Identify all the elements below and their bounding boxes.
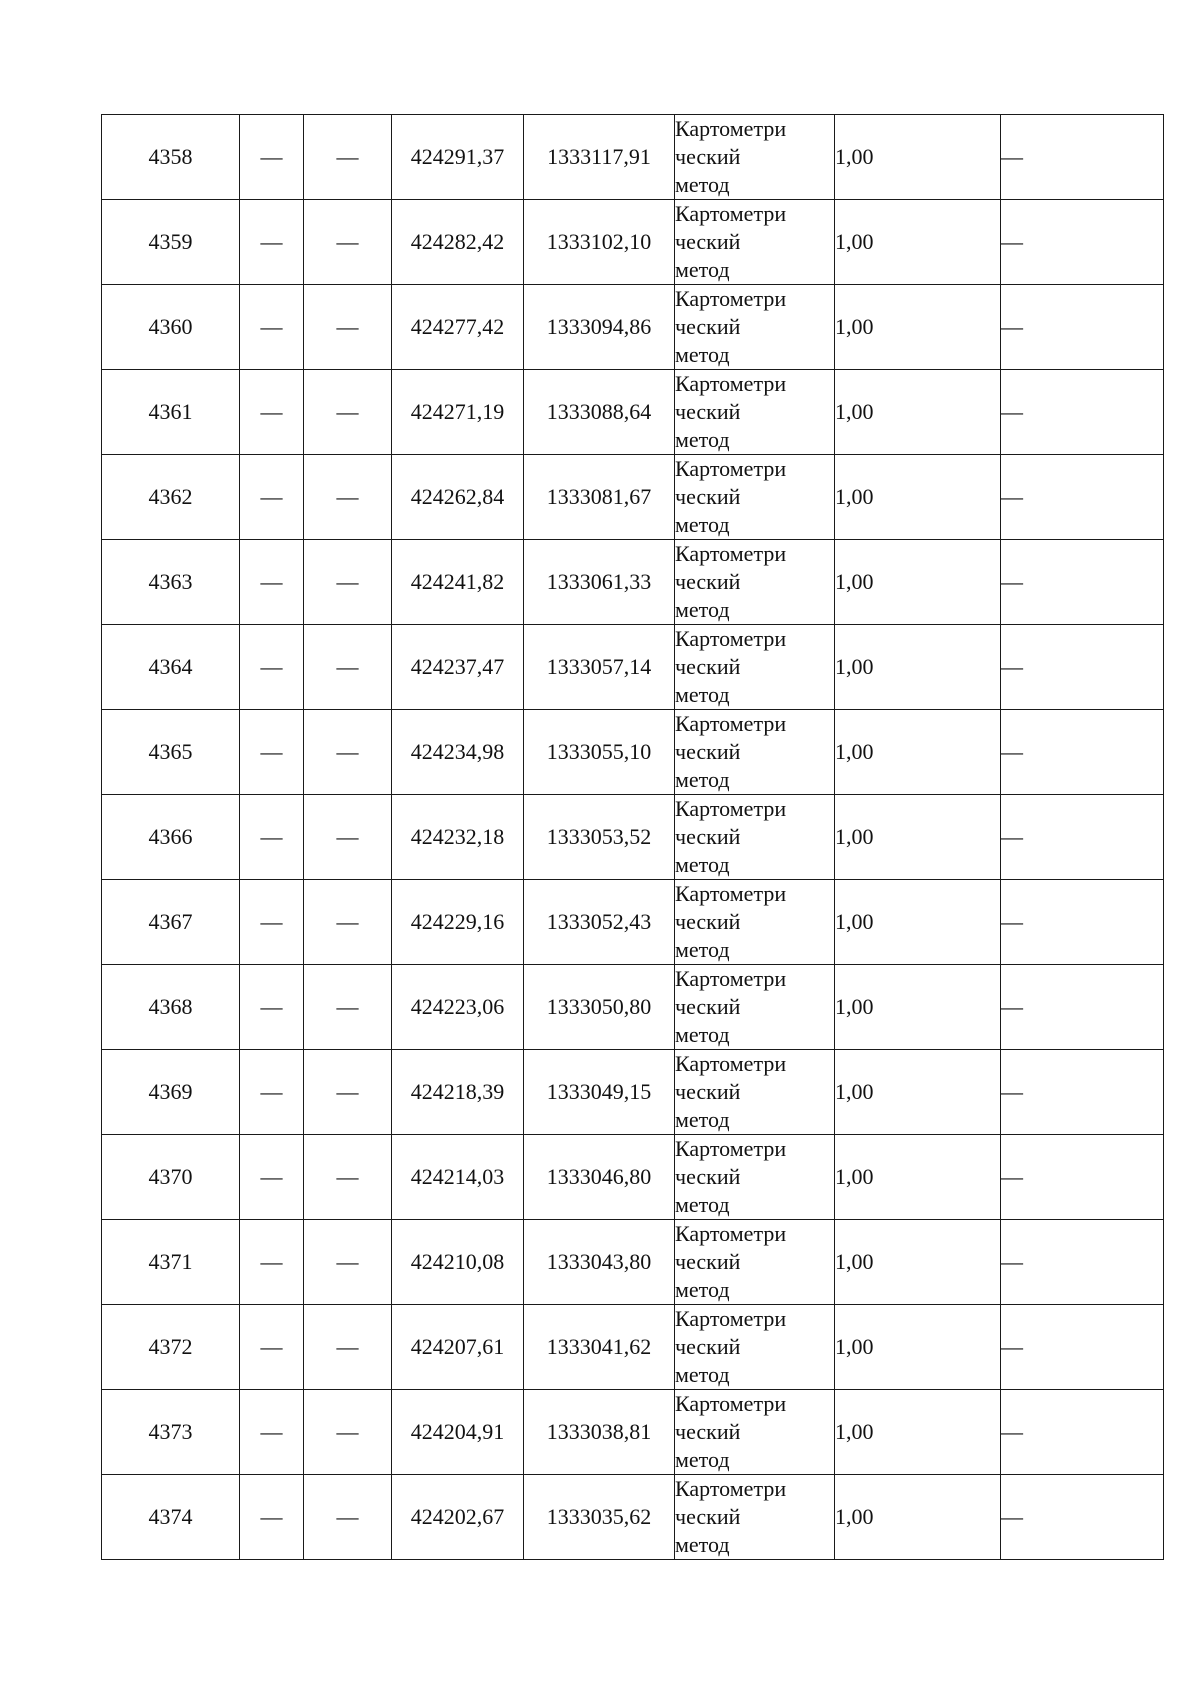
empty-value-text: —: [336, 399, 359, 424]
x-coordinate-text: 424210,08: [410, 1249, 505, 1274]
method-cell: [675, 370, 835, 455]
y-coordinate-text: 1333035,62: [546, 1504, 652, 1529]
accuracy-cell: [835, 200, 1001, 285]
x-coordinate-text: 424262,84: [410, 484, 505, 509]
x-coordinate-cell: [392, 285, 524, 370]
accuracy-cell: [835, 880, 1001, 965]
method-text: Картометри ческий метод: [675, 541, 787, 622]
point-number-text: 4367: [148, 909, 193, 934]
note-cell: [1001, 1220, 1164, 1305]
x-coordinate-cell: [392, 540, 524, 625]
method-cell: [675, 880, 835, 965]
note-text: —: [1001, 484, 1023, 509]
accuracy-text: 1,00: [835, 1164, 874, 1189]
y-coordinate-text: 1333043,80: [546, 1249, 652, 1274]
table-row: [102, 965, 1164, 1050]
empty-value-cell: [240, 115, 304, 200]
empty-value-text: —: [260, 824, 283, 849]
point-number-text: 4373: [148, 1419, 193, 1444]
accuracy-cell: [835, 1050, 1001, 1135]
note-text: —: [1001, 314, 1023, 339]
method-text: Картометри ческий метод: [675, 796, 787, 877]
method-text: Картометри ческий метод: [675, 456, 787, 537]
empty-value-cell: [240, 285, 304, 370]
note-text: —: [1001, 909, 1023, 934]
accuracy-text: 1,00: [835, 229, 874, 254]
y-coordinate-cell: [524, 965, 675, 1050]
y-coordinate-cell: [524, 370, 675, 455]
point-number-cell: [102, 625, 240, 710]
accuracy-cell: [835, 795, 1001, 880]
table-row: [102, 1050, 1164, 1135]
empty-value-cell: [240, 540, 304, 625]
y-coordinate-cell: [524, 115, 675, 200]
point-number-text: 4362: [148, 484, 193, 509]
method-text: Картометри ческий метод: [675, 1221, 787, 1302]
point-number-cell: [102, 1390, 240, 1475]
note-text: —: [1001, 399, 1023, 424]
note-text: —: [1001, 144, 1023, 169]
x-coordinate-text: 424277,42: [410, 314, 505, 339]
empty-value-text: —: [336, 909, 359, 934]
y-coordinate-cell: [524, 200, 675, 285]
empty-value-cell: [240, 1050, 304, 1135]
empty-value-text: —: [260, 314, 283, 339]
point-number-text: 4368: [148, 994, 193, 1019]
empty-value-text: —: [260, 1164, 283, 1189]
point-number-cell: [102, 540, 240, 625]
empty-value-cell: [240, 1220, 304, 1305]
empty-value-text: —: [336, 484, 359, 509]
x-coordinate-text: 424214,03: [410, 1164, 505, 1189]
x-coordinate-cell: [392, 115, 524, 200]
accuracy-cell: [835, 625, 1001, 710]
empty-value-cell: [304, 625, 392, 710]
x-coordinate-text: 424202,67: [410, 1504, 505, 1529]
y-coordinate-text: 1333081,67: [546, 484, 652, 509]
method-cell: [675, 115, 835, 200]
method-text: Картометри ческий метод: [675, 286, 787, 367]
y-coordinate-cell: [524, 880, 675, 965]
method-text: Картометри ческий метод: [675, 201, 787, 282]
empty-value-text: —: [260, 144, 283, 169]
table-row: [102, 1305, 1164, 1390]
empty-value-cell: [240, 1475, 304, 1560]
point-number-cell: [102, 200, 240, 285]
accuracy-text: 1,00: [835, 399, 874, 424]
empty-value-text: —: [336, 569, 359, 594]
table-row: [102, 1220, 1164, 1305]
coordinates-table-body: [102, 115, 1164, 1560]
method-text: Картометри ческий метод: [675, 1306, 787, 1387]
method-cell: [675, 1305, 835, 1390]
empty-value-text: —: [260, 484, 283, 509]
y-coordinate-cell: [524, 795, 675, 880]
note-text: —: [1001, 739, 1023, 764]
empty-value-text: —: [336, 229, 359, 254]
x-coordinate-cell: [392, 625, 524, 710]
point-number-cell: [102, 1305, 240, 1390]
x-coordinate-text: 424241,82: [410, 569, 505, 594]
note-cell: [1001, 795, 1164, 880]
y-coordinate-text: 1333052,43: [546, 909, 652, 934]
note-cell: [1001, 1135, 1164, 1220]
method-text: Картометри ческий метод: [675, 966, 787, 1047]
empty-value-text: —: [336, 1164, 359, 1189]
x-coordinate-cell: [392, 455, 524, 540]
accuracy-text: 1,00: [835, 909, 874, 934]
y-coordinate-text: 1333053,52: [546, 824, 652, 849]
note-text: —: [1001, 1249, 1023, 1274]
y-coordinate-cell: [524, 625, 675, 710]
empty-value-cell: [304, 115, 392, 200]
empty-value-text: —: [336, 1504, 359, 1529]
point-number-text: 4371: [148, 1249, 193, 1274]
empty-value-cell: [240, 1390, 304, 1475]
empty-value-cell: [240, 880, 304, 965]
table-row: [102, 540, 1164, 625]
note-text: —: [1001, 1419, 1023, 1444]
empty-value-text: —: [336, 314, 359, 339]
point-number-cell: [102, 965, 240, 1050]
note-cell: [1001, 115, 1164, 200]
method-text: Картометри ческий метод: [675, 1476, 787, 1557]
table-row: [102, 710, 1164, 795]
empty-value-cell: [240, 1305, 304, 1390]
x-coordinate-cell: [392, 1475, 524, 1560]
method-cell: [675, 200, 835, 285]
point-number-cell: [102, 455, 240, 540]
method-cell: [675, 1390, 835, 1475]
table-row: [102, 625, 1164, 710]
empty-value-text: —: [336, 824, 359, 849]
note-text: —: [1001, 1334, 1023, 1359]
empty-value-text: —: [260, 569, 283, 594]
point-number-text: 4363: [148, 569, 193, 594]
empty-value-text: —: [260, 1079, 283, 1104]
note-text: —: [1001, 994, 1023, 1019]
x-coordinate-text: 424218,39: [410, 1079, 505, 1104]
table-row: [102, 285, 1164, 370]
point-number-cell: [102, 1135, 240, 1220]
method-cell: [675, 965, 835, 1050]
point-number-cell: [102, 285, 240, 370]
method-text: Картометри ческий метод: [675, 1391, 787, 1472]
accuracy-text: 1,00: [835, 994, 874, 1019]
method-cell: [675, 1135, 835, 1220]
method-cell: [675, 1475, 835, 1560]
empty-value-text: —: [260, 1249, 283, 1274]
point-number-cell: [102, 1050, 240, 1135]
point-number-cell: [102, 115, 240, 200]
method-text: Картометри ческий метод: [675, 711, 787, 792]
y-coordinate-text: 1333038,81: [546, 1419, 652, 1444]
empty-value-cell: [304, 880, 392, 965]
point-number-text: 4369: [148, 1079, 193, 1104]
empty-value-text: —: [336, 994, 359, 1019]
empty-value-text: —: [336, 1079, 359, 1104]
accuracy-text: 1,00: [835, 1504, 874, 1529]
point-number-cell: [102, 1220, 240, 1305]
note-cell: [1001, 370, 1164, 455]
x-coordinate-cell: [392, 710, 524, 795]
y-coordinate-cell: [524, 710, 675, 795]
empty-value-text: —: [260, 1504, 283, 1529]
accuracy-cell: [835, 285, 1001, 370]
empty-value-cell: [304, 1475, 392, 1560]
accuracy-cell: [835, 1305, 1001, 1390]
empty-value-text: —: [260, 909, 283, 934]
empty-value-text: —: [336, 1249, 359, 1274]
empty-value-cell: [240, 795, 304, 880]
method-cell: [675, 710, 835, 795]
accuracy-text: 1,00: [835, 1249, 874, 1274]
empty-value-text: —: [260, 1419, 283, 1444]
point-number-text: 4361: [148, 399, 193, 424]
point-number-text: 4374: [148, 1504, 193, 1529]
accuracy-cell: [835, 1135, 1001, 1220]
empty-value-text: —: [260, 654, 283, 679]
y-coordinate-cell: [524, 1220, 675, 1305]
note-cell: [1001, 200, 1164, 285]
x-coordinate-cell: [392, 1305, 524, 1390]
empty-value-cell: [240, 625, 304, 710]
y-coordinate-cell: [524, 540, 675, 625]
note-cell: [1001, 540, 1164, 625]
note-cell: [1001, 1050, 1164, 1135]
table-row: [102, 1135, 1164, 1220]
y-coordinate-text: 1333041,62: [546, 1334, 652, 1359]
accuracy-cell: [835, 1475, 1001, 1560]
table-row: [102, 115, 1164, 200]
accuracy-text: 1,00: [835, 314, 874, 339]
point-number-text: 4366: [148, 824, 193, 849]
accuracy-text: 1,00: [835, 739, 874, 764]
empty-value-cell: [304, 1135, 392, 1220]
y-coordinate-cell: [524, 1050, 675, 1135]
y-coordinate-text: 1333088,64: [546, 399, 652, 424]
empty-value-text: —: [260, 1334, 283, 1359]
point-number-cell: [102, 710, 240, 795]
method-text: Картометри ческий метод: [675, 1136, 787, 1217]
method-text: Картометри ческий метод: [675, 371, 787, 452]
point-number-cell: [102, 1475, 240, 1560]
x-coordinate-cell: [392, 795, 524, 880]
empty-value-text: —: [260, 739, 283, 764]
y-coordinate-text: 1333046,80: [546, 1164, 652, 1189]
empty-value-cell: [304, 795, 392, 880]
note-text: —: [1001, 1079, 1023, 1104]
accuracy-text: 1,00: [835, 1079, 874, 1104]
point-number-text: 4372: [148, 1334, 193, 1359]
x-coordinate-text: 424232,18: [410, 824, 505, 849]
point-number-text: 4358: [148, 144, 193, 169]
y-coordinate-cell: [524, 1390, 675, 1475]
method-cell: [675, 795, 835, 880]
empty-value-cell: [304, 540, 392, 625]
empty-value-cell: [304, 1220, 392, 1305]
y-coordinate-text: 1333102,10: [546, 229, 652, 254]
empty-value-text: —: [336, 1419, 359, 1444]
empty-value-cell: [304, 710, 392, 795]
point-number-cell: [102, 795, 240, 880]
accuracy-cell: [835, 540, 1001, 625]
x-coordinate-cell: [392, 1220, 524, 1305]
note-cell: [1001, 880, 1164, 965]
empty-value-text: —: [336, 144, 359, 169]
empty-value-cell: [240, 965, 304, 1050]
method-text: Картометри ческий метод: [675, 626, 787, 707]
empty-value-cell: [304, 285, 392, 370]
table-row: [102, 880, 1164, 965]
accuracy-text: 1,00: [835, 484, 874, 509]
accuracy-text: 1,00: [835, 1334, 874, 1359]
x-coordinate-text: 424291,37: [410, 144, 505, 169]
y-coordinate-text: 1333050,80: [546, 994, 652, 1019]
y-coordinate-text: 1333055,10: [546, 739, 652, 764]
accuracy-text: 1,00: [835, 144, 874, 169]
method-text: Картометри ческий метод: [675, 116, 787, 197]
method-text: Картометри ческий метод: [675, 1051, 787, 1132]
empty-value-text: —: [260, 994, 283, 1019]
y-coordinate-cell: [524, 1135, 675, 1220]
empty-value-cell: [304, 1390, 392, 1475]
note-text: —: [1001, 1164, 1023, 1189]
table-row: [102, 1475, 1164, 1560]
method-cell: [675, 285, 835, 370]
accuracy-text: 1,00: [835, 654, 874, 679]
empty-value-cell: [240, 455, 304, 540]
empty-value-cell: [240, 200, 304, 285]
method-cell: [675, 455, 835, 540]
y-coordinate-cell: [524, 1475, 675, 1560]
method-cell: [675, 625, 835, 710]
table-row: [102, 200, 1164, 285]
note-text: —: [1001, 824, 1023, 849]
y-coordinate-cell: [524, 455, 675, 540]
note-cell: [1001, 625, 1164, 710]
accuracy-cell: [835, 1220, 1001, 1305]
method-cell: [675, 540, 835, 625]
accuracy-cell: [835, 710, 1001, 795]
point-number-cell: [102, 880, 240, 965]
y-coordinate-cell: [524, 285, 675, 370]
accuracy-cell: [835, 1390, 1001, 1475]
empty-value-cell: [304, 370, 392, 455]
point-number-text: 4365: [148, 739, 193, 764]
x-coordinate-text: 424234,98: [410, 739, 505, 764]
accuracy-cell: [835, 370, 1001, 455]
x-coordinate-cell: [392, 1050, 524, 1135]
accuracy-cell: [835, 115, 1001, 200]
method-cell: [675, 1050, 835, 1135]
note-text: —: [1001, 229, 1023, 254]
x-coordinate-cell: [392, 880, 524, 965]
y-coordinate-text: 1333061,33: [546, 569, 652, 594]
empty-value-text: —: [336, 654, 359, 679]
coordinates-table: [101, 114, 1164, 1560]
note-text: —: [1001, 569, 1023, 594]
empty-value-cell: [240, 1135, 304, 1220]
empty-value-cell: [304, 965, 392, 1050]
empty-value-text: —: [260, 399, 283, 424]
accuracy-text: 1,00: [835, 569, 874, 594]
method-text: Картометри ческий метод: [675, 881, 787, 962]
x-coordinate-text: 424237,47: [410, 654, 505, 679]
accuracy-text: 1,00: [835, 1419, 874, 1444]
note-cell: [1001, 1390, 1164, 1475]
point-number-text: 4360: [148, 314, 193, 339]
y-coordinate-text: 1333057,14: [546, 654, 652, 679]
note-cell: [1001, 965, 1164, 1050]
empty-value-text: —: [336, 739, 359, 764]
point-number-text: 4359: [148, 229, 193, 254]
table-row: [102, 455, 1164, 540]
point-number-cell: [102, 370, 240, 455]
y-coordinate-text: 1333094,86: [546, 314, 652, 339]
note-cell: [1001, 710, 1164, 795]
empty-value-cell: [304, 200, 392, 285]
empty-value-cell: [304, 1305, 392, 1390]
note-text: —: [1001, 654, 1023, 679]
accuracy-cell: [835, 965, 1001, 1050]
empty-value-cell: [304, 455, 392, 540]
x-coordinate-text: 424271,19: [410, 399, 505, 424]
empty-value-text: —: [260, 229, 283, 254]
x-coordinate-cell: [392, 200, 524, 285]
x-coordinate-cell: [392, 370, 524, 455]
x-coordinate-text: 424223,06: [410, 994, 505, 1019]
x-coordinate-cell: [392, 1135, 524, 1220]
empty-value-cell: [240, 710, 304, 795]
x-coordinate-text: 424204,91: [410, 1419, 505, 1444]
y-coordinate-text: 1333117,91: [547, 144, 651, 169]
note-cell: [1001, 455, 1164, 540]
point-number-text: 4370: [148, 1164, 193, 1189]
accuracy-text: 1,00: [835, 824, 874, 849]
table-row: [102, 1390, 1164, 1475]
y-coordinate-text: 1333049,15: [546, 1079, 652, 1104]
empty-value-cell: [304, 1050, 392, 1135]
point-number-text: 4364: [148, 654, 193, 679]
x-coordinate-text: 424207,61: [410, 1334, 505, 1359]
note-cell: [1001, 285, 1164, 370]
x-coordinate-text: 424229,16: [410, 909, 505, 934]
table-row: [102, 370, 1164, 455]
accuracy-cell: [835, 455, 1001, 540]
y-coordinate-cell: [524, 1305, 675, 1390]
x-coordinate-cell: [392, 965, 524, 1050]
empty-value-cell: [240, 370, 304, 455]
note-cell: [1001, 1475, 1164, 1560]
x-coordinate-cell: [392, 1390, 524, 1475]
note-cell: [1001, 1305, 1164, 1390]
empty-value-text: —: [336, 1334, 359, 1359]
note-text: —: [1001, 1504, 1023, 1529]
table-row: [102, 795, 1164, 880]
x-coordinate-text: 424282,42: [410, 229, 505, 254]
method-cell: [675, 1220, 835, 1305]
